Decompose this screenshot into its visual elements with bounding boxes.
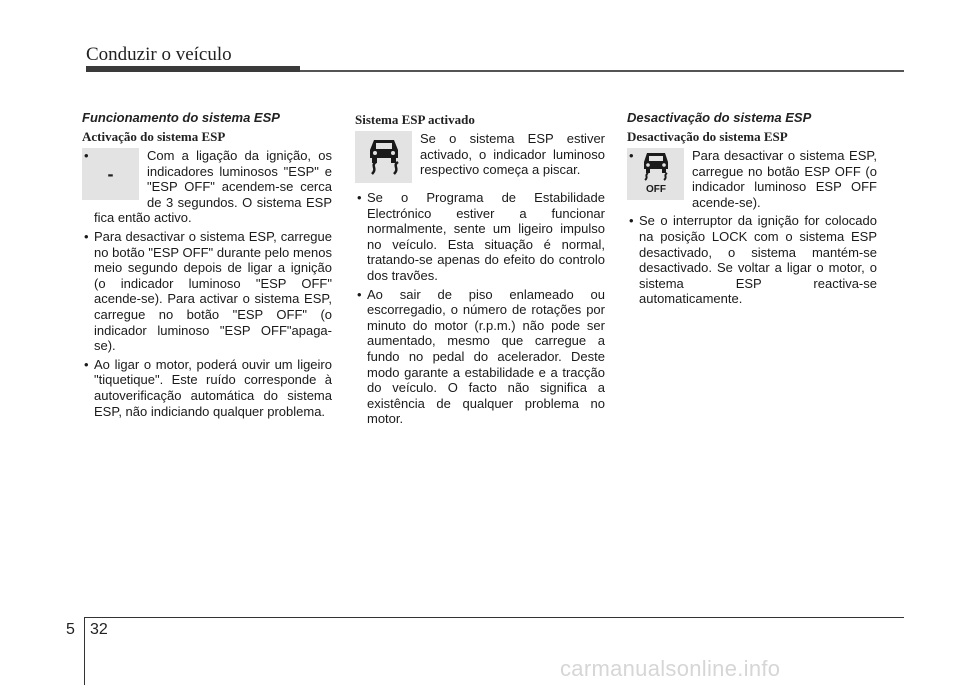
bullet-item: • Se o Programa de Estabilidade Electrónico estiver a funcionar normalmente, sente um ligeiro impulso no veículo. Esta situação é normal, tratando-se apenas do efeito do controlo dos travões. (355, 190, 605, 284)
subsection-title-esp-deactivation: Desactivação do sistema ESP (627, 129, 788, 144)
deactivation-bullet-list (627, 148, 877, 307)
column-esp-activated (355, 108, 605, 430)
page-header-title: Conduzir o veículo (86, 44, 232, 65)
footer-divider (84, 617, 85, 685)
column-deactivation (627, 108, 877, 310)
indicator-dash: - (107, 163, 114, 184)
bullet-item: • Se o interruptor da ignição for colocado na posição LOCK com o sistema ESP desactivado, o sistema mantém-se desactivado. Se voltar a ligar o motor, o sistema ESP reactiva-se automaticamente. (627, 213, 877, 307)
header-bar-thick (86, 66, 300, 72)
esp-activated-bullet-list (355, 190, 605, 427)
subsection-title-esp-activation: Activação do sistema ESP (82, 129, 226, 144)
page-number: 32 (90, 621, 108, 638)
section-title-esp-deactivation: Desactivação do sistema ESP (627, 110, 812, 125)
esp-skid-icon (364, 134, 404, 181)
activation-bullet-list (82, 148, 332, 419)
header-rule (300, 70, 904, 72)
subsection-title-esp-activated: Sistema ESP activado (355, 112, 475, 127)
chapter-number: 5 (66, 621, 75, 638)
watermark: carmanualsonline.info (560, 656, 781, 681)
bullet-item: • Ao sair de piso enlameado ou escorregadio, o número de rotações por minuto do motor (r.p.m.) não pode ser aumentado, mesmo que carregue a fundo no pedal do acelerador. Deste modo garante a estabilidade e a tracção do veículo. O facto não significa a existência de qualquer problema no motor. (355, 287, 605, 427)
esp-activated-intro: Se o sistema ESP estiver activado, o indicador luminoso respectivo começa a piscar. (420, 131, 605, 178)
column-activation (82, 108, 332, 422)
footer-rule (84, 617, 904, 618)
bullet-item: • Com a ligação da ignição, os indicadores luminosos "ESP" e "ESP OFF" acendem-se cerca de 3 segundos. O sistema ESP fica então activo. (82, 148, 332, 226)
bullet-item: • Para desactivar o sistema ESP, carregue no botão "ESP OFF" durante pelo menos meio segundo depois de ligar a ignição (o indicador luminoso "ESP OFF" acende-se). Para activar o sistema ESP, carregue no botão "ESP OFF" (o indicador luminoso "ESP OFF"apaga-se). (82, 229, 332, 354)
bullet-item: • Ao ligar o motor, poderá ouvir um ligeiro "tiquetique". Este ruído corresponde à autoverificação automática do sistema ESP, não indiciando qualquer problema. (82, 357, 332, 419)
esp-indicator-box (355, 131, 412, 183)
bullet-item: • Para desactivar o sistema ESP, carregue no botão ESP OFF (o indicador luminoso ESP OFF acende-se). (627, 148, 877, 210)
section-title-esp-operation: Funcionamento do sistema ESP (82, 110, 280, 125)
esp-off-icon-text: OFF (645, 183, 666, 194)
